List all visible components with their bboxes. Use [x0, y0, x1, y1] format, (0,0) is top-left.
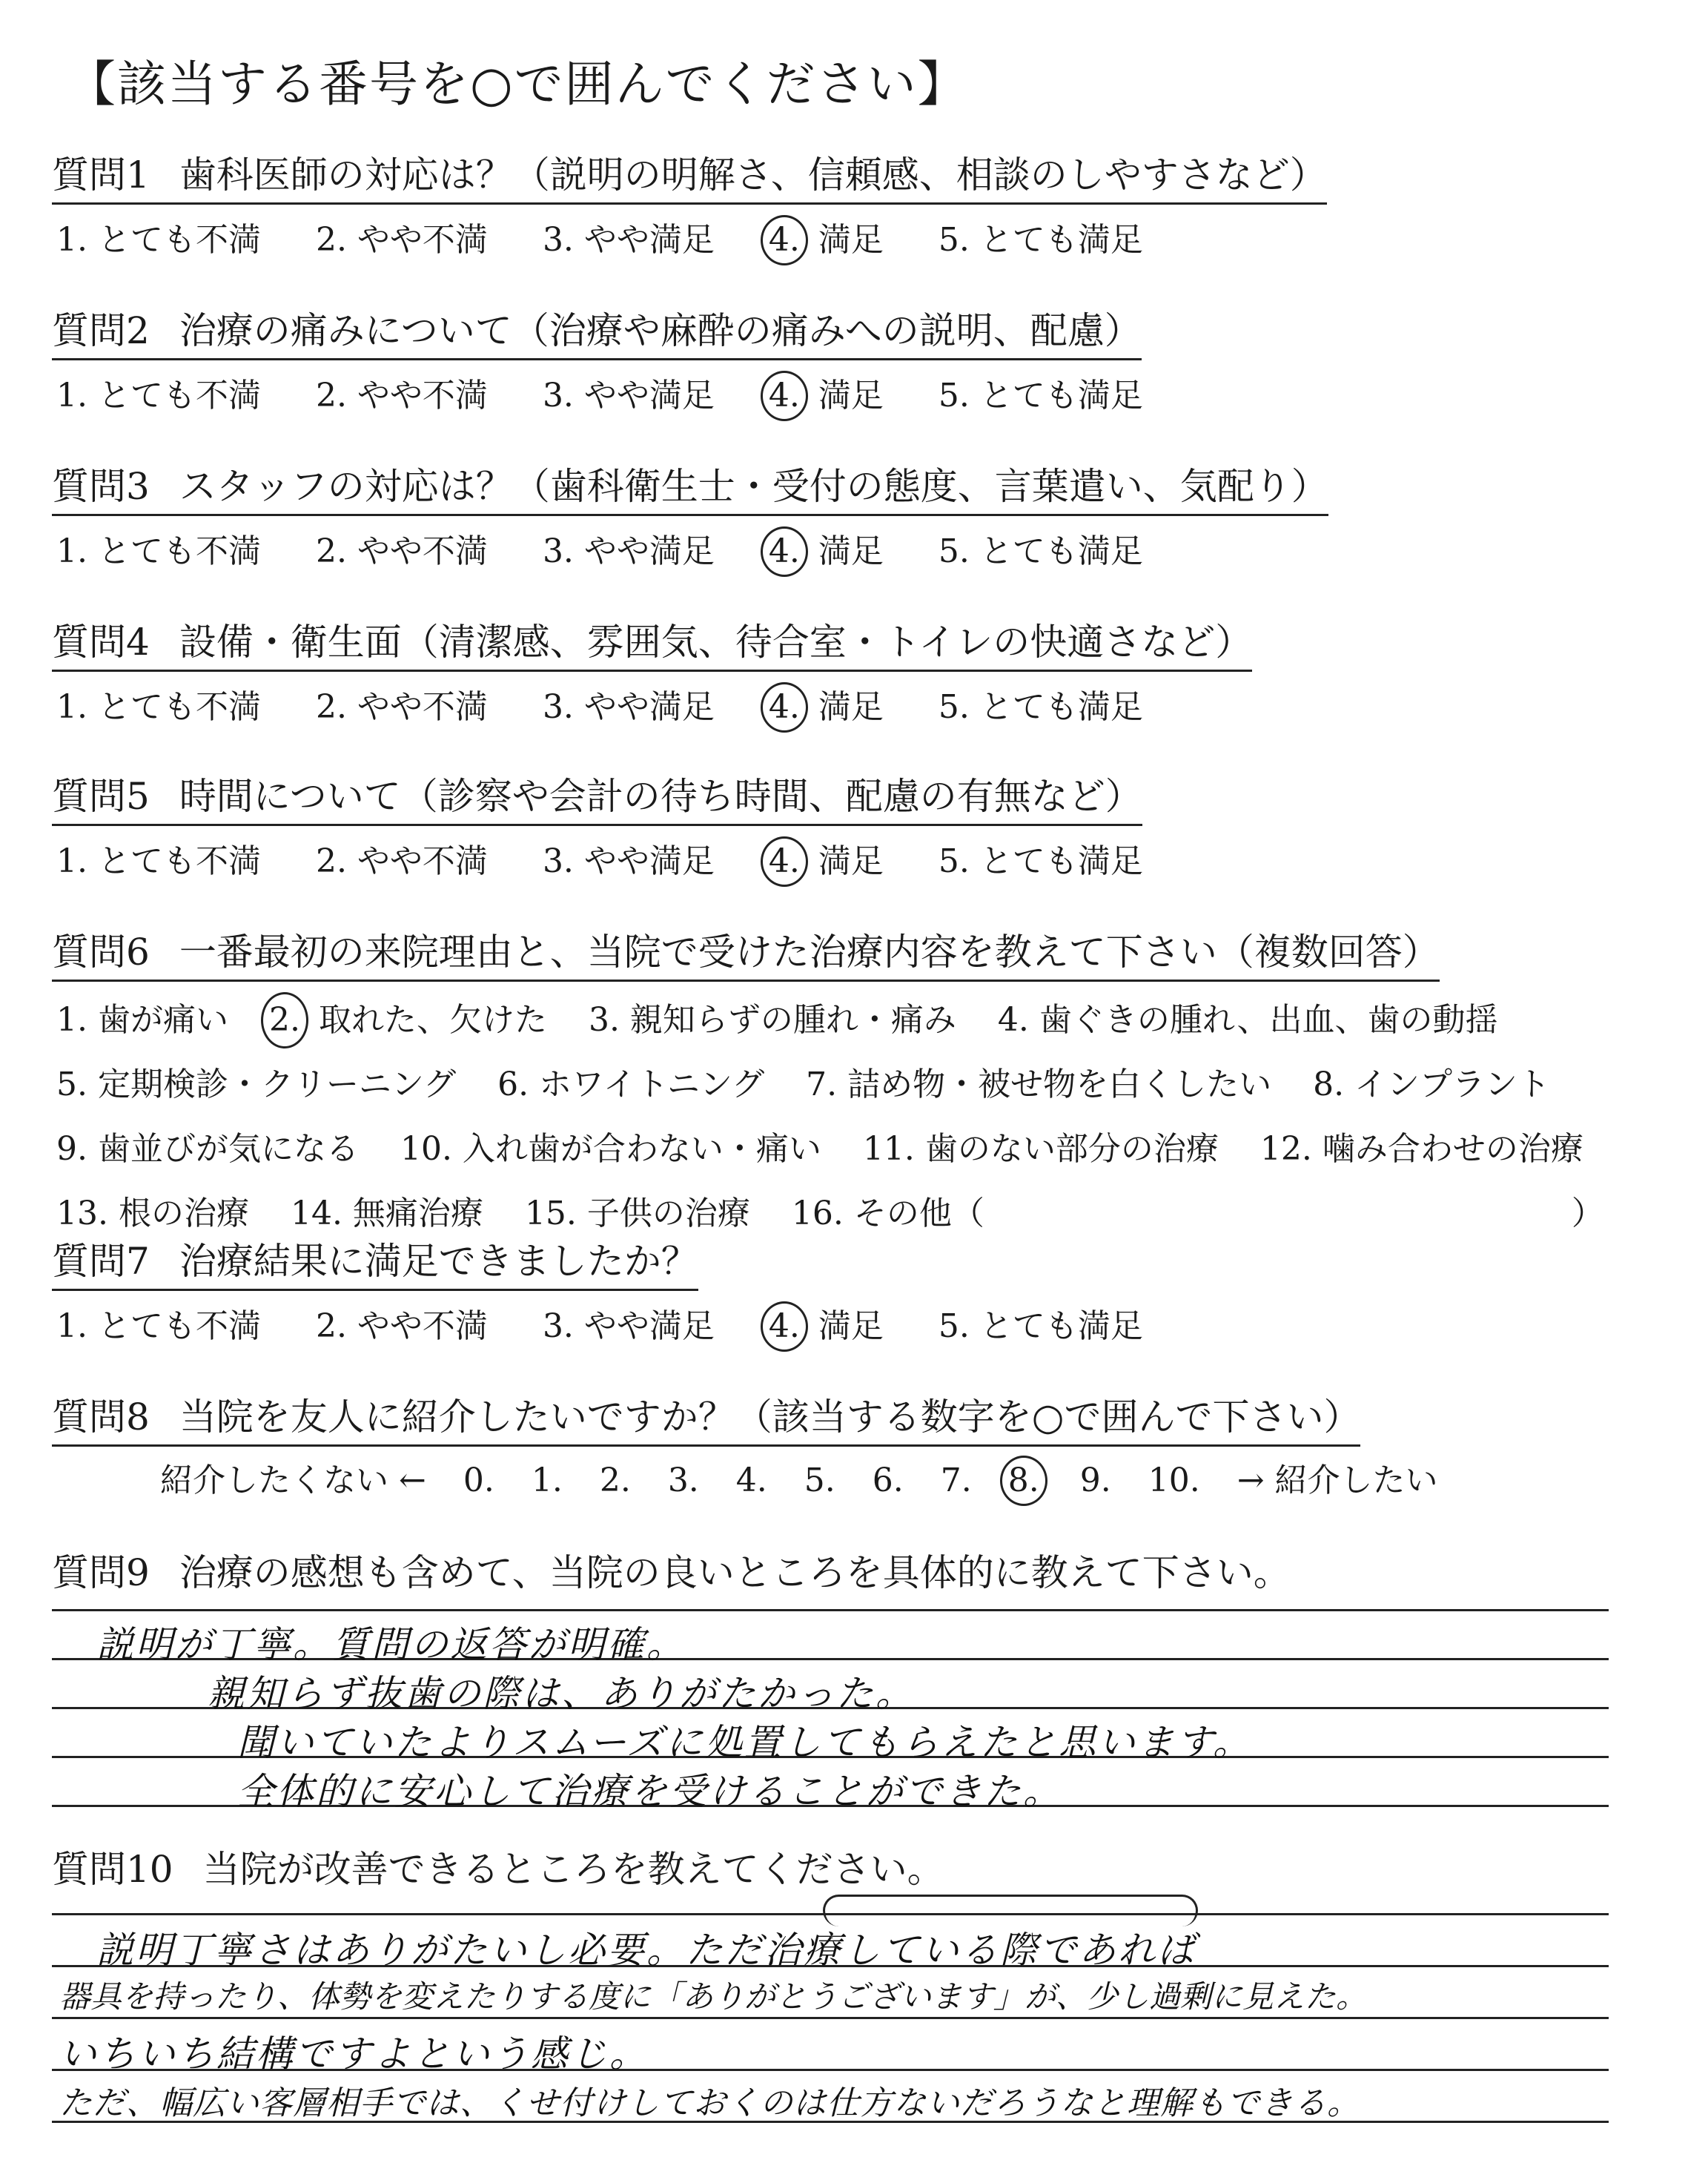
option-4-circled[interactable]: 4. [761, 1301, 808, 1352]
page-title: 【該当する番号を○で囲んでください】 [67, 56, 968, 113]
question-5 [52, 773, 1668, 891]
option-4-label: 満足 [818, 221, 884, 259]
option-15[interactable]: 15. 子供の治療 [524, 1195, 750, 1232]
option-2[interactable]: 2. やや不満 [315, 377, 488, 415]
option-9[interactable]: 9. 歯並びが気になる [56, 1130, 359, 1168]
other-close-paren: ） [1571, 1195, 1604, 1232]
option-2-circled[interactable]: 2. [261, 992, 308, 1048]
handwritten-answer-line: ただ、幅広い客層相手では、くせ付けしておくのは仕方ないだろうなと理解もできる。 [59, 2084, 1360, 2122]
scale-low-label: 紹介したくない ← [160, 1462, 426, 1499]
option-2-label: 取れた、欠けた [318, 1001, 547, 1039]
scale-9[interactable]: 9. [1079, 1462, 1111, 1499]
question-8 [52, 1394, 1668, 1506]
scale-5[interactable]: 5. [804, 1462, 835, 1499]
handwritten-answer-line: 全体的に安心して治療を受けることができた。 [237, 1770, 1062, 1813]
answer-options [52, 682, 1668, 737]
handwritten-answer-line: 器具を持ったり、体勢を変えたりする度に「ありがとうございます」が、少し過剰に見えた。 [59, 1978, 1368, 2015]
handwritten-answer-line: 説明丁寧さはありがたいし必要。ただ治療している際であれば [96, 1929, 1196, 1972]
scale-6[interactable]: 6. [872, 1462, 904, 1499]
option-5[interactable]: 5. 定期検診・クリーニング [56, 1066, 457, 1103]
option-4-label: 満足 [818, 532, 884, 570]
option-4-label: 満足 [818, 688, 884, 726]
question-9 [52, 1550, 1668, 1600]
question-6 [52, 929, 1668, 1246]
scale-high-label: → 紹介したい [1237, 1462, 1438, 1499]
question-number: 質問2 [52, 309, 150, 352]
handwritten-answer-line: 親知らず抜歯の際は、ありがたかった。 [208, 1672, 915, 1715]
question-number: 質問9 [52, 1551, 150, 1594]
question-title [52, 1846, 944, 1897]
option-1[interactable]: 1. とても不満 [56, 842, 261, 880]
question-number: 質問10 [52, 1848, 173, 1891]
option-3[interactable]: 3. やや満足 [542, 377, 715, 415]
option-14[interactable]: 14. 無痛治療 [290, 1195, 483, 1232]
options-row-2 [52, 1059, 1668, 1117]
answer-options [52, 836, 1668, 891]
scale-3[interactable]: 3. [667, 1462, 699, 1499]
option-4-circled[interactable]: 4. [761, 215, 808, 265]
option-16[interactable]: 16. その他（ [791, 1195, 984, 1232]
option-3[interactable]: 3. やや満足 [542, 842, 715, 880]
question-title [52, 463, 1328, 516]
question-3 [52, 463, 1668, 581]
option-6[interactable]: 6. ホワイトニング [497, 1066, 765, 1103]
option-1[interactable]: 1. とても不満 [56, 221, 261, 259]
option-3[interactable]: 3. 親知らずの腫れ・痛み [588, 1001, 956, 1039]
option-1[interactable]: 1. とても不満 [56, 377, 261, 415]
option-10[interactable]: 10. 入れ歯が合わない・痛い [400, 1130, 821, 1168]
handwritten-answer-line: いちいち結構ですよという感じ。 [59, 2032, 649, 2075]
options-row-1 [52, 992, 1668, 1053]
question-text: 一番最初の来院理由と、当院で受けた治療内容を教えて下さい（複数回答） [179, 931, 1440, 974]
scale-10[interactable]: 10. [1148, 1462, 1200, 1499]
option-13[interactable]: 13. 根の治療 [56, 1195, 249, 1232]
option-3[interactable]: 3. やや満足 [542, 532, 715, 570]
option-4-circled[interactable]: 4. [761, 682, 808, 733]
question-number: 質問4 [52, 621, 150, 664]
scale-8-circled[interactable]: 8. [1000, 1456, 1047, 1506]
question-7 [52, 1238, 1668, 1356]
question-text: 時間について（診察や会計の待ち時間、配慮の有無など） [179, 775, 1142, 818]
recommend-scale [52, 1456, 1668, 1506]
option-1[interactable]: 1. とても不満 [56, 688, 261, 726]
option-5[interactable]: 5. とても満足 [938, 842, 1143, 880]
scale-0[interactable]: 0. [463, 1462, 494, 1499]
option-1[interactable]: 1. とても不満 [56, 532, 261, 570]
question-number: 質問7 [52, 1240, 150, 1283]
ruled-line [52, 1913, 1609, 1915]
option-2[interactable]: 2. やや不満 [315, 1307, 488, 1345]
question-number: 質問3 [52, 465, 150, 508]
option-5[interactable]: 5. とても満足 [938, 688, 1143, 726]
question-title [52, 773, 1142, 826]
question-text: 当院が改善できるところを教えてください。 [202, 1848, 944, 1891]
question-1 [52, 152, 1668, 270]
scale-2[interactable]: 2. [599, 1462, 631, 1499]
option-2[interactable]: 2. やや不満 [315, 221, 488, 259]
option-5[interactable]: 5. とても満足 [938, 532, 1143, 570]
handwritten-answer-line: 聞いていたよりスムーズに処置してもらえたと思います。 [237, 1721, 1252, 1764]
question-title [52, 1394, 1360, 1447]
question-text: 当院を友人に紹介したいですか？（該当する数字を○で囲んで下さい） [179, 1396, 1361, 1439]
answer-options [52, 526, 1668, 581]
option-1[interactable]: 1. とても不満 [56, 1307, 261, 1345]
option-2[interactable]: 2. やや不満 [315, 842, 488, 880]
option-2[interactable]: 2. やや不満 [315, 532, 488, 570]
option-5[interactable]: 5. とても満足 [938, 221, 1143, 259]
handwritten-answer-line: 説明が丁寧。質問の返答が明確。 [96, 1623, 686, 1666]
option-1[interactable]: 1. 歯が痛い [56, 1001, 228, 1039]
question-10 [52, 1846, 1668, 1897]
question-title [52, 1238, 698, 1291]
option-5[interactable]: 5. とても満足 [938, 377, 1143, 415]
question-text: 治療の痛みについて（治療や麻酔の痛みへの説明、配慮） [179, 309, 1142, 352]
option-5[interactable]: 5. とても満足 [938, 1307, 1143, 1345]
answer-options [52, 1301, 1668, 1356]
question-title [52, 929, 1440, 982]
question-number: 質問1 [52, 153, 150, 196]
option-4-circled[interactable]: 4. [761, 836, 808, 887]
options-row-3 [52, 1123, 1668, 1182]
option-3[interactable]: 3. やや満足 [542, 688, 715, 726]
option-4-label: 満足 [818, 377, 884, 415]
ruled-line [52, 2017, 1609, 2019]
option-4-label: 満足 [818, 842, 884, 880]
scale-7[interactable]: 7. [940, 1462, 972, 1499]
answer-options [52, 215, 1668, 270]
question-text: スタッフの対応は？（歯科衛生士・受付の態度、言葉遣い、気配り） [179, 465, 1328, 508]
option-11[interactable]: 11. 歯のない部分の治療 [862, 1130, 1219, 1168]
option-12[interactable]: 12. 噛み合わせの治療 [1260, 1130, 1583, 1168]
question-number: 質問8 [52, 1396, 150, 1439]
option-4-label: 満足 [818, 1307, 884, 1345]
question-title [52, 152, 1327, 205]
option-4[interactable]: 4. 歯ぐきの腫れ、出血、歯の動揺 [997, 1001, 1498, 1039]
option-2[interactable]: 2. やや不満 [315, 688, 488, 726]
option-4-circled[interactable]: 4. [761, 371, 808, 421]
question-text: 治療結果に満足できましたか？ [179, 1240, 698, 1283]
question-text: 歯科医師の対応は？（説明の明解さ、信頼感、相談のしやすさなど） [179, 153, 1327, 196]
question-number: 質問5 [52, 775, 150, 818]
scale-4[interactable]: 4. [735, 1462, 767, 1499]
scale-1[interactable]: 1. [531, 1462, 563, 1499]
question-title [52, 1550, 1291, 1600]
option-7[interactable]: 7. 詰め物・被せ物を白くしたい [806, 1066, 1272, 1103]
ruled-line [52, 1609, 1609, 1611]
option-3[interactable]: 3. やや満足 [542, 221, 715, 259]
question-number: 質問6 [52, 931, 150, 974]
answer-options [52, 371, 1668, 426]
option-8[interactable]: 8. インプラント [1313, 1066, 1551, 1103]
question-2 [52, 308, 1668, 426]
question-text: 設備・衛生面（清潔感、雰囲気、待合室・トイレの快適さなど） [179, 621, 1253, 664]
question-text: 治療の感想も含めて、当院の良いところを具体的に教えて下さい。 [179, 1551, 1291, 1594]
question-4 [52, 619, 1668, 737]
question-title [52, 308, 1142, 360]
option-4-circled[interactable]: 4. [761, 526, 808, 577]
option-3[interactable]: 3. やや満足 [542, 1307, 715, 1345]
question-title [52, 619, 1252, 672]
